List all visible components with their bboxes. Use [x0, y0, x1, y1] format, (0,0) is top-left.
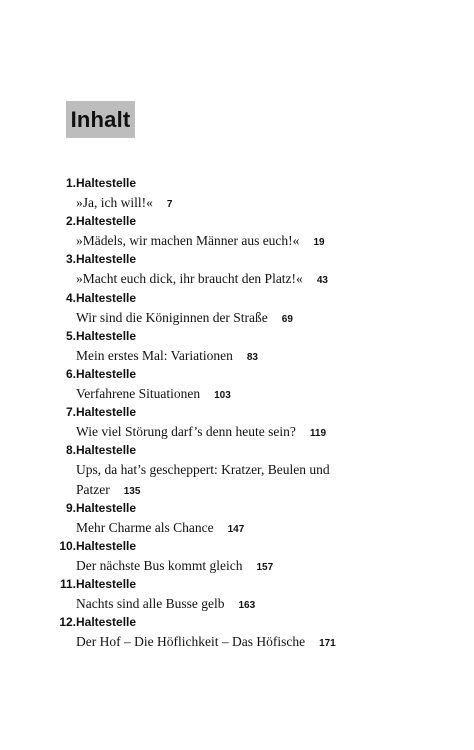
stop-heading [0, 214, 76, 228]
stop-heading [0, 577, 76, 591]
stop-label: Haltestelle [76, 214, 137, 229]
stop-heading [0, 176, 76, 190]
stop-heading [0, 329, 76, 343]
chapter-title [76, 271, 436, 287]
chapter-title-text: Mein erstes Mal: Variationen [76, 347, 233, 363]
stop-heading [0, 405, 76, 419]
stop-heading [0, 539, 76, 553]
chapter-title [76, 634, 436, 650]
chapter-title [76, 424, 436, 440]
chapter-title [76, 233, 436, 249]
chapter-title [76, 310, 436, 326]
chapter-title-text: Der nächste Bus kommt gleich [76, 557, 243, 573]
stop-number: 12. [59, 615, 76, 630]
page-number: 157 [256, 561, 274, 573]
chapter-title-text: Ups, da hat’s gescheppert: Kratzer, Beulen und [76, 462, 330, 478]
chapter-title-text: Der Hof – Die Höflichkeit – Das Höfische [76, 634, 306, 650]
stop-label: Haltestelle [76, 615, 137, 630]
chapter-title-text: »Ja, ich will!« [76, 195, 153, 211]
heading-box [66, 101, 135, 138]
stop-number: 1. [65, 176, 76, 190]
chapter-title-text: Wie viel Störung darf’s denn heute sein? [76, 424, 296, 440]
stop-heading [0, 367, 76, 381]
chapter-title [76, 558, 436, 574]
stop-label: Haltestelle [76, 328, 137, 343]
page-number: 147 [227, 523, 245, 535]
stop-label: Haltestelle [76, 405, 137, 420]
stop-number: 9. [65, 500, 76, 515]
stop-number: 8. [65, 443, 76, 458]
chapter-title-text: Mehr Charme als Chance [76, 519, 214, 535]
stop-label: Haltestelle [76, 252, 137, 267]
chapter-title-text: Verfahrene Situationen [76, 386, 201, 402]
page-number: 69 [281, 313, 293, 325]
page-number: 135 [123, 485, 141, 497]
chapter-title-text: »Mädels, wir machen Männer aus euch!« [76, 233, 300, 249]
page-number: 103 [214, 390, 231, 402]
stop-number: 5. [65, 328, 76, 343]
chapter-title [76, 520, 436, 536]
stop-label: Haltestelle [76, 443, 137, 458]
chapter-title-text: Patzer [76, 481, 110, 497]
page-number: 19 [313, 237, 325, 249]
stop-number: 2. [65, 214, 76, 229]
page-number: 171 [319, 638, 336, 650]
chapter-title [76, 195, 436, 211]
stop-heading [0, 291, 76, 305]
chapter-title-text: Nachts sind alle Busse gelb [76, 596, 225, 612]
chapter-title [76, 462, 436, 478]
chapter-title-text: Wir sind die Königinnen der Straße [76, 309, 268, 325]
page-number: 119 [309, 428, 327, 440]
stop-heading [0, 615, 76, 629]
stop-number: 7. [65, 405, 76, 420]
stop-heading [0, 501, 76, 515]
stop-heading [0, 252, 76, 266]
stop-number: 3. [65, 252, 76, 267]
page-number: 83 [246, 351, 258, 363]
page-number: 43 [316, 275, 328, 287]
stop-number: 10. [59, 538, 76, 553]
chapter-title-continued [76, 482, 436, 498]
stop-label: Haltestelle [76, 538, 137, 553]
stop-label: Haltestelle [76, 367, 137, 381]
chapter-title-text: »Macht euch dick, ihr braucht den Platz!« [76, 271, 303, 287]
page-number: 7 [166, 199, 173, 211]
stop-heading [0, 443, 76, 457]
stop-number: 6. [65, 367, 76, 381]
page-title: Inhalt [70, 106, 131, 132]
chapter-title [76, 386, 436, 402]
stop-label: Haltestelle [76, 577, 137, 592]
stop-label: Haltestelle [76, 290, 137, 305]
chapter-title [76, 348, 436, 364]
stop-label: Haltestelle [76, 500, 137, 515]
stop-label: Haltestelle [76, 176, 137, 190]
stop-number: 4. [65, 290, 76, 305]
page-number: 163 [238, 600, 256, 612]
chapter-title [76, 596, 436, 612]
stop-number: 11. [59, 577, 76, 592]
